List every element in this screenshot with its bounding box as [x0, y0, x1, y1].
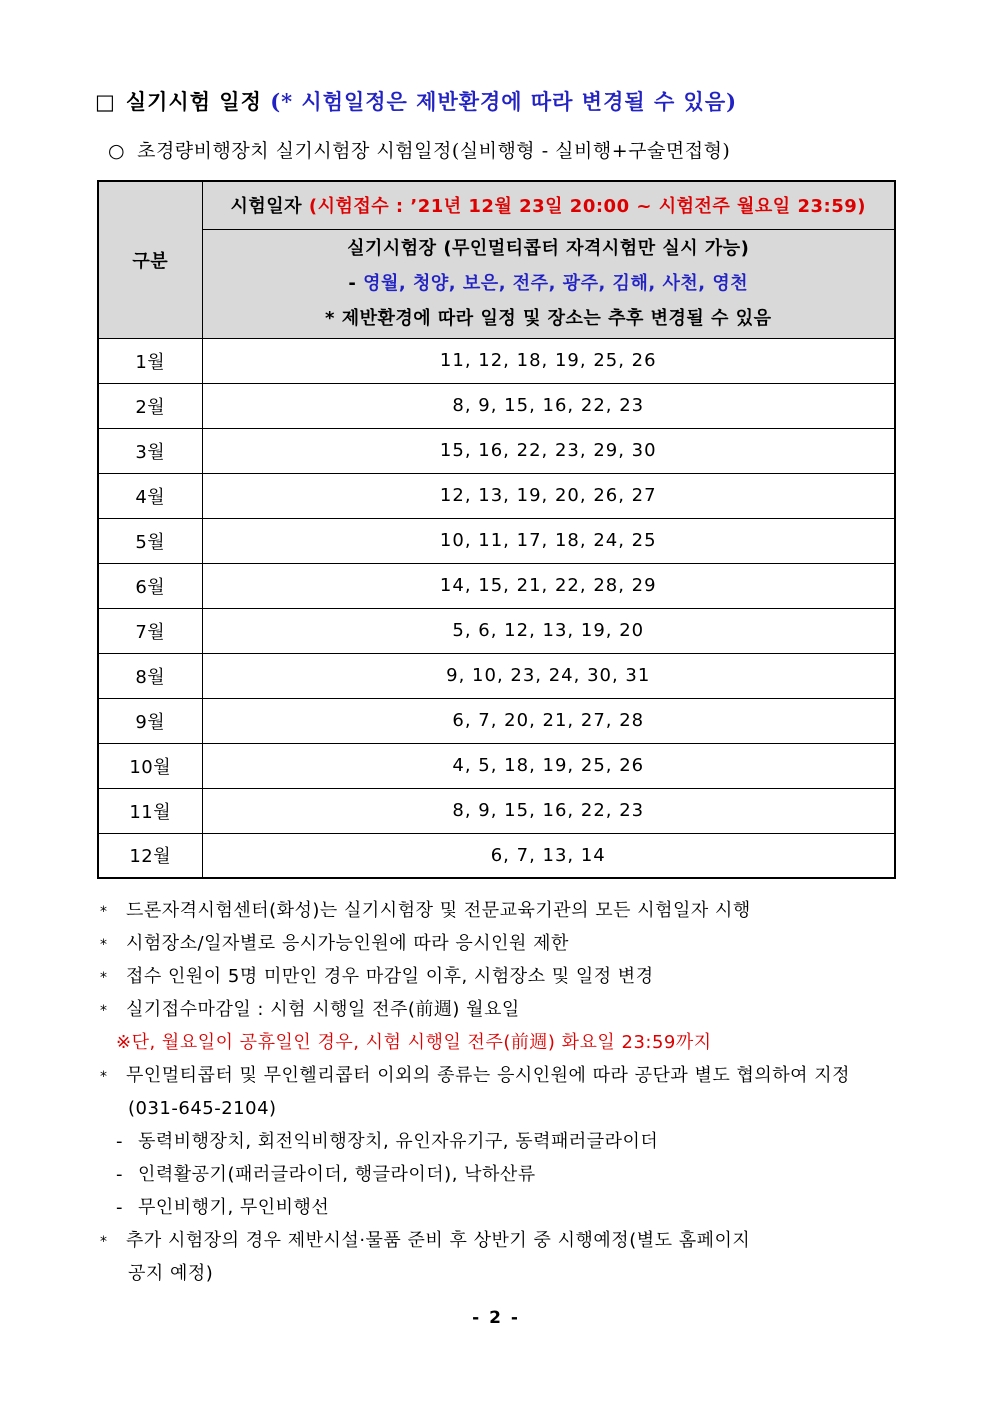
footnotes: [100, 894, 850, 1290]
dates-cell: 6, 7, 13, 14: [202, 833, 895, 878]
month-cell: 5월: [98, 518, 202, 563]
date-header-label: 시험일자: [230, 196, 303, 218]
date-header-cell: [202, 181, 895, 229]
dates-cell: 9, 10, 23, 24, 30, 31: [202, 653, 895, 698]
month-cell: 1월: [98, 338, 202, 383]
checkbox-glyph: □: [95, 90, 116, 114]
footnote-text: 무인멀티콥터 및 무인헬리콥터 이외의 종류는 응시인원에 따라 공단과 별도 협의하여 지정: [126, 1065, 851, 1086]
footnote-line: [100, 960, 850, 993]
dates-cell: 14, 15, 21, 22, 28, 29: [202, 563, 895, 608]
month-cell: 2월: [98, 383, 202, 428]
month-cell: 6월: [98, 563, 202, 608]
dates-cell: 4, 5, 18, 19, 25, 26: [202, 743, 895, 788]
dates-cell: 10, 11, 17, 18, 24, 25: [202, 518, 895, 563]
table-header-row-1: [98, 181, 895, 229]
footnote-line: [100, 927, 850, 960]
exam-schedule-table: [97, 180, 896, 879]
month-cell: 3월: [98, 428, 202, 473]
section-title-text: 실기시험 일정: [125, 90, 262, 114]
footnote-line: [100, 993, 850, 1026]
dash-marker: -: [116, 1197, 123, 1218]
subsection-title: [108, 136, 730, 163]
venue-locations-line: [203, 266, 895, 301]
footnote-text: 실기접수마감일 : 시험 시행일 전주(前週) 월요일: [126, 999, 520, 1020]
table-header-row-2: [98, 229, 895, 338]
footnote-text: 공지 예정): [128, 1263, 214, 1284]
month-cell: 8월: [98, 653, 202, 698]
table-row: [98, 608, 895, 653]
corner-header-gubun: 구분: [98, 181, 202, 338]
month-cell: 7월: [98, 608, 202, 653]
table-row: [98, 743, 895, 788]
footnote-line: [100, 1059, 850, 1092]
month-cell: 4월: [98, 473, 202, 518]
venue-header-cell: [202, 229, 895, 338]
asterisk-marker: *: [100, 1003, 108, 1019]
section-title-note: (* 시험일정은 제반환경에 따라 변경될 수 있음): [270, 89, 738, 114]
footnote-dash-item: [100, 1158, 850, 1191]
subsection-title-text: 초경량비행장치 실기시험장 시험일정(실비행형 - 실비행+구술면접형): [137, 140, 731, 162]
date-header-note: (시험접수 : ’21년 12월 23일 20:00 ~ 시험전주 월요일 23:59): [308, 196, 866, 218]
dates-cell: 6, 7, 20, 21, 27, 28: [202, 698, 895, 743]
table-row: [98, 383, 895, 428]
table-row: [98, 518, 895, 563]
month-cell: 12월: [98, 833, 202, 878]
table-row: [98, 338, 895, 383]
footnote-text: 드론자격시험센터(화성)는 실기시험장 및 전문교육기관의 모든 시험일자 시행: [126, 900, 751, 921]
section-title: [95, 86, 737, 116]
footnote-text: 시험장소/일자별로 응시가능인원에 따라 응시인원 제한: [126, 933, 569, 954]
footnote-continuation: [100, 1257, 850, 1290]
dates-cell: 12, 13, 19, 20, 26, 27: [202, 473, 895, 518]
month-cell: 9월: [98, 698, 202, 743]
footnote-dash-item: [100, 1125, 850, 1158]
month-cell: 11월: [98, 788, 202, 833]
asterisk-marker: *: [100, 1069, 108, 1085]
dates-cell: 15, 16, 22, 23, 29, 30: [202, 428, 895, 473]
asterisk-marker: *: [100, 937, 108, 953]
table-row: [98, 788, 895, 833]
dash-marker: -: [116, 1164, 123, 1185]
footnote-line: [100, 1224, 850, 1257]
venue-note: * 제반환경에 따라 일정 및 장소는 추후 변경될 수 있음: [325, 308, 772, 329]
footnote-text: 인력활공기(패러글라이더, 행글라이더), 낙하산류: [138, 1164, 536, 1185]
footnote-warning-red: [100, 1026, 850, 1059]
footnote-dash-item: [100, 1191, 850, 1224]
circle-bullet-glyph: ○: [108, 140, 126, 162]
month-cell: 10월: [98, 743, 202, 788]
table-row: [98, 563, 895, 608]
venue-dash: -: [348, 273, 357, 294]
dates-cell: 11, 12, 18, 19, 25, 26: [202, 338, 895, 383]
footnote-text: 무인비행기, 무인비행선: [138, 1197, 330, 1218]
page-number: - 2 -: [472, 1308, 520, 1328]
asterisk-marker: *: [100, 904, 108, 920]
footnote-text: (031-645-2104): [128, 1098, 277, 1119]
venue-locations: 영월, 청양, 보은, 전주, 광주, 김해, 사천, 영천: [363, 273, 749, 294]
venue-title: 실기시험장 (무인멀티콥터 자격시험만 실시 가능): [347, 238, 750, 259]
asterisk-marker: *: [100, 970, 108, 986]
dates-cell: 8, 9, 15, 16, 22, 23: [202, 788, 895, 833]
dash-marker: -: [116, 1131, 123, 1152]
footnote-text: ※단, 월요일이 공휴일인 경우, 시험 시행일 전주(前週) 화요일 23:59까지: [116, 1032, 712, 1053]
table-row: [98, 653, 895, 698]
dates-cell: 5, 6, 12, 13, 19, 20: [202, 608, 895, 653]
table-row: [98, 833, 895, 878]
footnote-line: [100, 894, 850, 927]
footnote-text: 추가 시험장의 경우 제반시설·물품 준비 후 상반기 중 시행예정(별도 홈페이지: [126, 1230, 751, 1251]
footnote-text: 접수 인원이 5명 미만인 경우 마감일 이후, 시험장소 및 일정 변경: [126, 966, 654, 987]
table-row: [98, 428, 895, 473]
table-row: [98, 698, 895, 743]
footnote-text: 동력비행장치, 회전익비행장치, 유인자유기구, 동력패러글라이더: [138, 1131, 659, 1152]
asterisk-marker: *: [100, 1234, 108, 1250]
footnote-phone: [100, 1092, 850, 1125]
dates-cell: 8, 9, 15, 16, 22, 23: [202, 383, 895, 428]
table-row: [98, 473, 895, 518]
